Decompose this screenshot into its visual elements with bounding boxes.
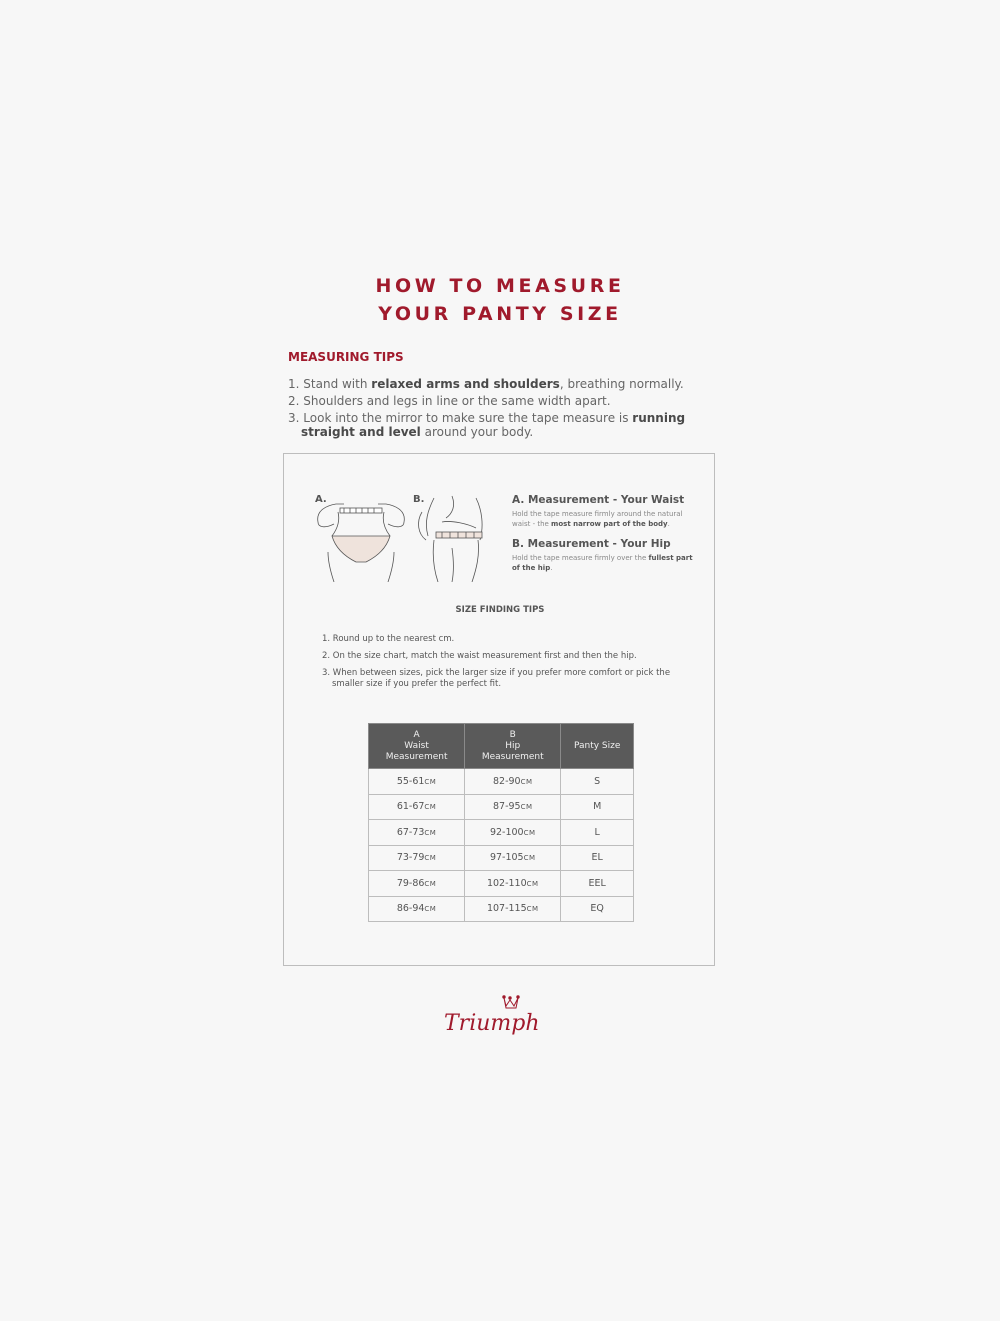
size-guide-card xyxy=(283,453,715,966)
crown-icon xyxy=(504,998,518,1008)
measurement-b-heading: B. Measurement - Your Hip xyxy=(512,538,671,550)
triumph-logo xyxy=(440,990,550,1044)
cell-hip: 107-115CM xyxy=(465,896,561,922)
hip-illustration-icon xyxy=(419,496,483,582)
cell-hip: 102-110CM xyxy=(465,871,561,897)
illustration-label-b: B. xyxy=(413,494,425,505)
cell-waist: 86-94CM xyxy=(369,896,465,922)
cell-size: L xyxy=(561,820,634,846)
cell-hip: 87-95CM xyxy=(465,794,561,820)
measurement-b-description: Hold the tape measure firmly over the fullest part of the hip. xyxy=(512,554,693,572)
brand-wordmark: Triumph xyxy=(444,1011,540,1036)
table-row xyxy=(369,769,634,795)
measurement-a xyxy=(512,494,702,529)
cell-size: EQ xyxy=(561,896,634,922)
cell-waist: 67-73CM xyxy=(369,820,465,846)
column-header-size: Panty Size xyxy=(561,724,634,769)
list-item: 1. Round up to the nearest cm. xyxy=(322,634,455,644)
page-title-line1: HOW TO MEASURE xyxy=(375,275,625,297)
page-title xyxy=(0,272,1000,328)
illustration-label-a: A. xyxy=(315,494,327,505)
list-item: 3. When between sizes, pick the larger size if you prefer more comfort or pick the smaller size if you prefer the perfect fit. xyxy=(322,668,671,689)
table-row xyxy=(369,794,634,820)
cell-hip: 97-105CM xyxy=(465,845,561,871)
measurement-a-heading: A. Measurement - Your Waist xyxy=(512,494,685,506)
list-item: 2. Shoulders and legs in line or the same width apart. xyxy=(288,394,611,408)
measurement-b xyxy=(512,538,702,573)
list-item: 1. Stand with relaxed arms and shoulders, breathing normally. xyxy=(288,377,684,391)
size-finding-heading: SIZE FINDING TIPS xyxy=(455,605,545,615)
table-header-row xyxy=(369,724,634,769)
table-row xyxy=(369,820,634,846)
table-row xyxy=(369,845,634,871)
list-item: 3. Look into the mirror to make sure the tape measure is running straight and level around your body. xyxy=(288,411,686,439)
cell-hip: 82-90CM xyxy=(465,769,561,795)
column-header-hip: B Hip Measurement xyxy=(465,724,561,769)
cell-waist: 61-67CM xyxy=(369,794,465,820)
list-item: 2. On the size chart, match the waist measurement first and then the hip. xyxy=(322,651,637,661)
cell-hip: 92-100CM xyxy=(465,820,561,846)
measuring-illustration xyxy=(314,492,494,582)
cell-size: EEL xyxy=(561,871,634,897)
measurement-a-description: Hold the tape measure firmly around the natural waist - the most narrow part of the body. xyxy=(512,510,683,528)
table-row xyxy=(369,896,634,922)
cell-waist: 55-61CM xyxy=(369,769,465,795)
page-title-line2: YOUR PANTY SIZE xyxy=(378,303,622,325)
cell-size: M xyxy=(561,794,634,820)
size-finding-list xyxy=(322,634,682,696)
cell-size: S xyxy=(561,769,634,795)
waist-illustration-icon xyxy=(318,504,405,582)
measuring-tips-heading: MEASURING TIPS xyxy=(288,350,404,364)
size-table xyxy=(368,723,634,922)
cell-waist: 79-86CM xyxy=(369,871,465,897)
column-header-waist: A Waist Measurement xyxy=(369,724,465,769)
table-row xyxy=(369,871,634,897)
cell-size: EL xyxy=(561,845,634,871)
measuring-tips-list xyxy=(288,377,718,442)
cell-waist: 73-79CM xyxy=(369,845,465,871)
